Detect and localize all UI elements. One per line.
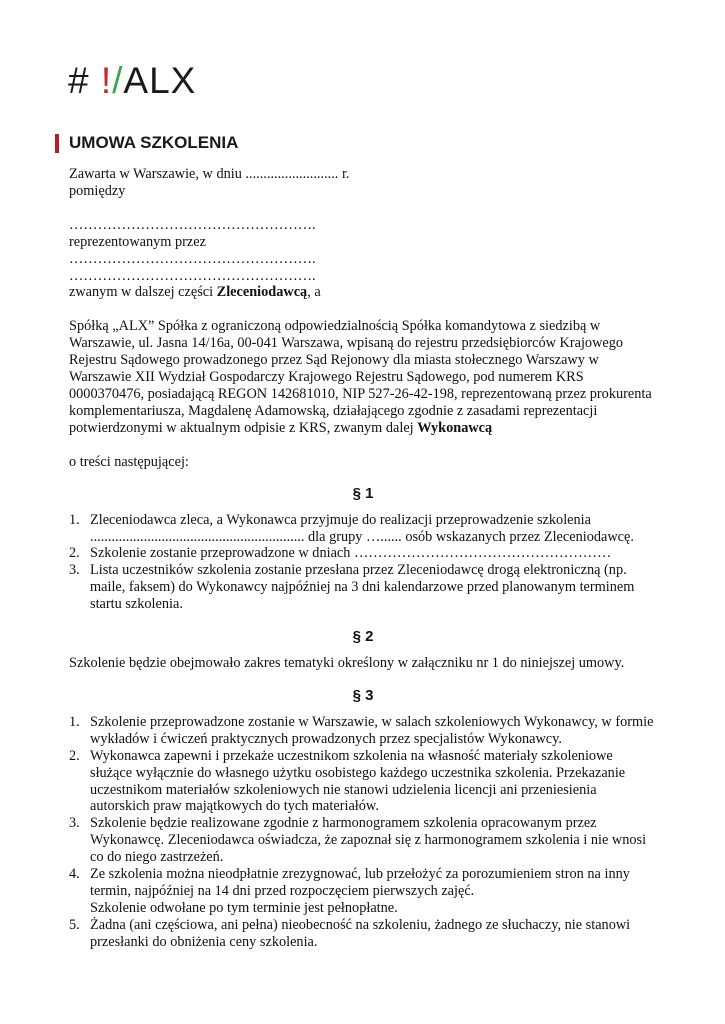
section-3-list [69,714,657,951]
list-item [69,917,657,951]
list-item [69,748,657,816]
list-item-text: Żadna (ani częściowa, ani pełna) nieobecność na szkoleniu, żadnego ze słuchaczy, nie stanowi przesłanki do obniżenia ceny szkolenia. [90,916,631,950]
logo-slash: / [112,60,124,101]
party2-paragraph [69,318,657,436]
list-item [69,714,657,748]
list-item [69,866,657,917]
section-1-heading: § 1 [352,484,374,502]
party1-called-suffix: , a [307,284,321,301]
logo-hash: # [68,60,90,101]
party1-dots-3: ……………………………………………. [69,267,316,284]
list-item-number: 3. [69,815,80,832]
alx-logo [68,62,196,99]
list-item-number: 3. [69,562,80,579]
title-accent-bar [55,134,59,153]
logo-name: ALX [123,60,197,101]
section-3-heading: § 3 [352,686,374,704]
logo-exclamation: ! [100,60,113,101]
intro-line-1: Zawarta w Warszawie, w dniu .......................... r. [69,166,350,182]
list-item-number: 4. [69,866,80,883]
section-1-list [69,512,657,613]
list-item-number: 1. [69,511,80,528]
party2-text: Spółką „ALX” Spółka z ograniczoną odpowiedzialnością Spółka komandytowa z siedzibą w Warszawie, ul. Jasna 14/16a, 00-041 Warszawa, wpisaną do rejestru przedsiębiorców Krajowego Rejestru Sądowego prowadzonego przez Sąd Rejonowy dla miasta stołecznego Warszawy w Warszawie XII Wydział Gospodarczy Krajowego Rejestru Sądowego, pod numerem KRS 0000370476, posiadającą REGON 142681010, NIP 527-26-42-198, reprezentowaną przez prokurenta komplementariusza, Magdalenę Adamowską, działającego zgodnie z zasadami reprezentacji potwierdzonymi w aktualnym odpisie z KRS, zwanym dalej [69,318,652,436]
party1-dots-1: ……………………………………………. [69,216,316,233]
list-item-main-text: Ze szkolenia można nieodpłatnie zrezygnować, lub przełożyć za porozumieniem stron na inny termin, najpóźniej na 14 dni przed rozpoczęciem pierwszych zajęć. [90,866,630,899]
list-item-text: Wykonawca zapewni i przekaże uczestnikom szkolenia na własność materiały szkoleniowe służące wyłącznie do własnego użytku osobistego każdego uczestnika szkolenia. Przekazanie uczestnikom materiałów szkoleniowych nie stanowi udzielenia licencji ani przeniesienia autorskich praw majątkowych do tych materiałów. [90,747,626,815]
party2-bold: Wykonawcą [417,419,493,436]
party1-called [69,284,657,301]
list-item-text: Zleceniodawca zleca, a Wykonawca przyjmuje do realizacji przeprowadzenie szkolenia ............................................................ dla grupy …...... osób wskazanych przez Zleceniodawcę. [90,511,634,545]
list-item [69,815,657,866]
party1-dots-2: ……………………………………………. [69,250,316,267]
section-2-text: Szkolenie będzie obejmowało zakres tematyki określony w załączniku nr 1 do niniejszej umowy. [69,655,625,672]
list-item-text: Szkolenie zostanie przeprowadzone w dniach ……………………………………………… [90,545,612,562]
list-item-number: 1. [69,713,80,730]
list-item-text: Szkolenie przeprowadzone zostanie w Warszawie, w salach szkoleniowych Wykonawcy, w formie wykładów i ćwiczeń praktycznych prowadzonych przez specjalistów Wykonawcy. [90,713,654,747]
section-2-heading: § 2 [352,628,374,646]
list-item-text [90,866,657,917]
list-item-number: 2. [69,545,80,562]
list-item-number: 5. [69,916,80,933]
list-item [69,545,657,562]
list-item-text: Lista uczestników szkolenia zostanie przesłana przez Zleceniodawcę drogą elektroniczną (np. maile, faksem) do Wykonawcy najpóźniej na 3 dni kalendarzowe przed planowanym terminem startu szkolenia. [90,562,635,613]
document-body [69,166,657,951]
party1-represented: reprezentowanym przez [69,233,206,250]
list-item [69,562,657,613]
party1-called-bold: Zleceniodawcą [216,284,308,301]
title-row [55,133,238,153]
list-item [69,512,657,546]
page-title: UMOWA SZKOLENIA [69,133,239,152]
intro-line-2: pomiędzy [69,182,126,199]
list-item-text: Szkolenie będzie realizowane zgodnie z harmonogramem szkolenia opracowanym przez Wykonawcę. Zleceniodawca oświadcza, że zapoznał się z harmonogramem szkolenia i nie wnosi co do niego zastrzeżeń. [90,815,647,866]
content-intro: o treści następującej: [69,453,189,470]
list-item-number: 2. [69,747,80,764]
list-item-extra-text: Szkolenie odwołane po tym terminie jest pełnopłatne. [90,899,398,916]
party1-called-prefix: zwanym w dalszej części [69,284,217,301]
